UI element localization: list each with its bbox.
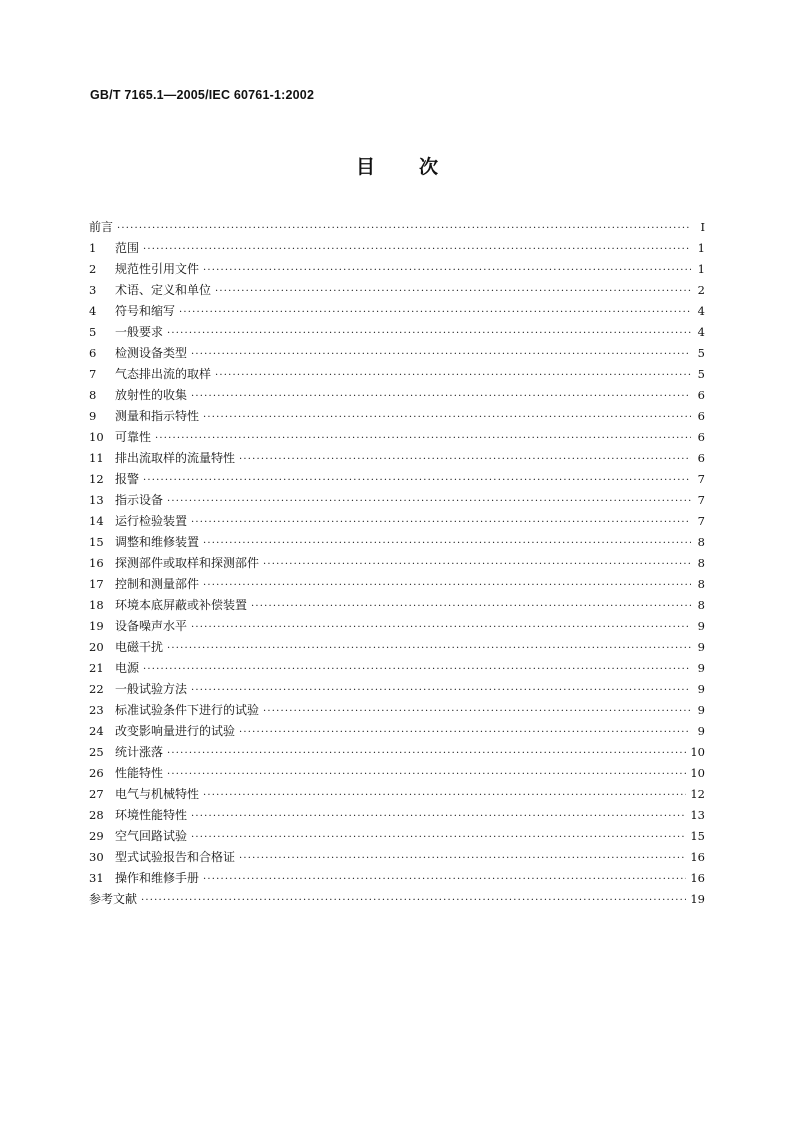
toc-dot-leader (191, 517, 691, 528)
toc-dot-leader (239, 454, 691, 465)
toc-entry-label: 放射性的收集 (115, 388, 188, 402)
toc-dot-leader (143, 244, 691, 255)
toc-entry-page-number: 9 (697, 619, 705, 633)
title-char-2: 次 (419, 156, 439, 178)
toc-dot-leader (117, 223, 691, 234)
toc-entry-number: 2 (89, 262, 97, 276)
toc-entry-label: 前言 (89, 220, 114, 234)
toc-entry-page-number: 6 (697, 430, 705, 444)
toc-entry-number: 20 (89, 640, 104, 654)
toc-entry-label: 范围 (115, 241, 140, 255)
toc-entry[interactable] (89, 701, 705, 722)
toc-dot-leader (191, 391, 691, 402)
toc-entry-page-number: 2 (697, 283, 705, 297)
toc-entry[interactable] (89, 386, 705, 407)
toc-entry-number: 11 (89, 451, 104, 465)
toc-entry-number: 25 (89, 745, 104, 759)
toc-entry-page-number: 6 (697, 388, 705, 402)
toc-entry-number: 5 (89, 325, 97, 339)
toc-entry-label: 测量和指示特性 (115, 409, 200, 423)
toc-entry-label: 环境性能特性 (115, 808, 188, 822)
toc-entry-label: 电磁干扰 (115, 640, 164, 654)
toc-entry-label: 报警 (115, 472, 140, 486)
toc-entry-number: 6 (89, 346, 97, 360)
toc-entry-number: 22 (89, 682, 104, 696)
toc-entry-label: 电源 (115, 661, 140, 675)
toc-entry-label: 检测设备类型 (115, 346, 188, 360)
toc-entry[interactable] (89, 743, 705, 764)
toc-entry[interactable] (89, 449, 705, 470)
toc-dot-leader (239, 853, 686, 864)
toc-entry[interactable] (89, 827, 705, 848)
toc-dot-leader (143, 475, 691, 486)
toc-entry-label: 控制和测量部件 (115, 577, 200, 591)
toc-entry-page-number: 4 (697, 304, 705, 318)
toc-entry-label: 调整和维修装置 (115, 535, 200, 549)
toc-entry-page-number: I (700, 220, 705, 234)
toc-dot-leader (167, 769, 686, 780)
toc-entry-page-number: 9 (697, 682, 705, 696)
toc-entry-page-number: 8 (697, 598, 705, 612)
toc-entry-label: 一般要求 (115, 325, 164, 339)
toc-entry-number: 15 (89, 535, 104, 549)
toc-entry-label: 电气与机械特性 (115, 787, 200, 801)
toc-dot-leader (191, 622, 691, 633)
toc-entry-page-number: 8 (697, 577, 705, 591)
toc-entry-label: 排出流取样的流量特性 (115, 451, 236, 465)
toc-dot-leader (203, 538, 691, 549)
toc-entry-page-number: 8 (697, 535, 705, 549)
toc-entry-page-number: 9 (697, 640, 705, 654)
toc-entry-number: 10 (89, 430, 104, 444)
toc-entry-label: 一般试验方法 (115, 682, 188, 696)
toc-entry[interactable] (89, 365, 705, 386)
toc-entry[interactable] (89, 428, 705, 449)
page-title (0, 152, 794, 179)
toc-dot-leader (215, 370, 691, 381)
toc-dot-leader (167, 328, 691, 339)
toc-dot-leader (215, 286, 691, 297)
toc-entry-number: 19 (89, 619, 104, 633)
toc-entry-number: 30 (89, 850, 104, 864)
toc-dot-leader (203, 412, 691, 423)
toc-entry-label: 运行检验装置 (115, 514, 188, 528)
toc-entry-number: 29 (89, 829, 104, 843)
toc-entry[interactable] (89, 575, 705, 596)
toc-entry[interactable] (89, 533, 705, 554)
toc-entry[interactable] (89, 260, 705, 281)
toc-dot-leader (179, 307, 691, 318)
toc-dot-leader (263, 706, 691, 717)
toc-entry-page-number: 1 (697, 262, 705, 276)
toc-entry-number: 31 (89, 871, 104, 885)
toc-entry-number: 12 (89, 472, 104, 486)
toc-entry-page-number: 8 (697, 556, 705, 570)
toc-dot-leader (263, 559, 691, 570)
toc-dot-leader (203, 790, 686, 801)
toc-entry-number: 7 (89, 367, 97, 381)
toc-entry-number: 4 (89, 304, 97, 318)
toc-dot-leader (203, 265, 691, 276)
toc-entry[interactable] (89, 638, 705, 659)
toc-dot-leader (203, 580, 691, 591)
toc-entry-page-number: 1 (697, 241, 705, 255)
toc-entry-number: 17 (89, 577, 104, 591)
toc-entry[interactable] (89, 659, 705, 680)
toc-entry[interactable] (89, 617, 705, 638)
toc-entry[interactable] (89, 785, 705, 806)
toc-entry-label: 术语、定义和单位 (115, 283, 212, 297)
toc-entry-number: 18 (89, 598, 104, 612)
toc-entry-page-number: 4 (697, 325, 705, 339)
toc-dot-leader (143, 664, 691, 675)
toc-entry-number: 24 (89, 724, 104, 738)
toc-entry[interactable] (89, 323, 705, 344)
toc-entry-page-number: 7 (697, 472, 705, 486)
toc-entry-page-number: 16 (690, 850, 705, 864)
toc-entry-number: 23 (89, 703, 104, 717)
toc-entry-label: 改变影响量进行的试验 (115, 724, 236, 738)
toc-entry-number: 21 (89, 661, 104, 675)
toc-entry-label: 可靠性 (115, 430, 152, 444)
toc-entry-page-number: 9 (697, 724, 705, 738)
toc-entry-page-number: 16 (690, 871, 705, 885)
toc-dot-leader (191, 832, 686, 843)
toc-dot-leader (167, 643, 691, 654)
toc-dot-leader (167, 496, 691, 507)
toc-entry[interactable] (89, 848, 705, 869)
toc-entry-label: 型式试验报告和合格证 (115, 850, 236, 864)
toc-entry-label: 规范性引用文件 (115, 262, 200, 276)
toc-entry-number: 8 (89, 388, 97, 402)
toc-entry-page-number: 9 (697, 661, 705, 675)
toc-entry-label: 探测部件或取样和探测部件 (115, 556, 260, 570)
document-code-header: GB/T 7165.1—2005/IEC 60761-1:2002 (90, 88, 315, 102)
toc-entry[interactable] (89, 491, 705, 512)
toc-entry[interactable] (89, 344, 705, 365)
toc-entry[interactable] (89, 596, 705, 617)
toc-entry-number: 1 (89, 241, 97, 255)
title-char-1: 目 (355, 156, 375, 178)
toc-entry[interactable] (89, 302, 705, 323)
toc-entry[interactable] (89, 890, 705, 911)
toc-dot-leader (239, 727, 691, 738)
toc-entry-label: 标准试验条件下进行的试验 (115, 703, 260, 717)
toc-entry-page-number: 6 (697, 451, 705, 465)
toc-entry[interactable] (89, 722, 705, 743)
toc-entry[interactable] (89, 680, 705, 701)
toc-entry-page-number: 19 (690, 892, 705, 906)
toc-dot-leader (191, 349, 691, 360)
toc-entry-page-number: 13 (690, 808, 705, 822)
toc-entry-label: 环境本底屏蔽或补偿装置 (115, 598, 248, 612)
toc-entry-label: 空气回路试验 (115, 829, 188, 843)
toc-entry[interactable] (89, 470, 705, 491)
toc-entry-page-number: 10 (690, 745, 705, 759)
toc-entry-number: 28 (89, 808, 104, 822)
toc-dot-leader (251, 601, 691, 612)
toc-entry-number: 14 (89, 514, 104, 528)
toc-entry-page-number: 7 (697, 514, 705, 528)
toc-dot-leader (141, 895, 686, 906)
toc-entry-page-number: 6 (697, 409, 705, 423)
table-of-contents (89, 218, 705, 911)
toc-entry-page-number: 9 (697, 703, 705, 717)
toc-entry-page-number: 5 (697, 346, 705, 360)
toc-dot-leader (167, 748, 686, 759)
toc-dot-leader (203, 874, 686, 885)
toc-entry[interactable] (89, 512, 705, 533)
toc-entry-label: 参考文献 (89, 892, 138, 906)
toc-dot-leader (191, 811, 686, 822)
toc-entry-page-number: 10 (690, 766, 705, 780)
toc-entry-number: 13 (89, 493, 104, 507)
toc-entry-label: 统计涨落 (115, 745, 164, 759)
toc-dot-leader (191, 685, 691, 696)
toc-entry-number: 16 (89, 556, 104, 570)
toc-entry-number: 9 (89, 409, 97, 423)
toc-dot-leader (155, 433, 691, 444)
toc-entry-label: 指示设备 (115, 493, 164, 507)
toc-entry-label: 气态排出流的取样 (115, 367, 212, 381)
toc-entry-number: 27 (89, 787, 104, 801)
toc-entry-number: 3 (89, 283, 97, 297)
toc-entry-number: 26 (89, 766, 104, 780)
toc-entry-page-number: 12 (690, 787, 705, 801)
toc-entry-page-number: 15 (690, 829, 705, 843)
toc-entry[interactable] (89, 218, 705, 239)
toc-entry-page-number: 7 (697, 493, 705, 507)
toc-entry-label: 性能特性 (115, 766, 164, 780)
toc-entry[interactable] (89, 869, 705, 890)
toc-entry-label: 符号和缩写 (115, 304, 176, 318)
toc-entry-label: 设备噪声水平 (115, 619, 188, 633)
toc-entry[interactable] (89, 239, 705, 260)
toc-entry[interactable] (89, 554, 705, 575)
toc-entry-page-number: 5 (697, 367, 705, 381)
toc-entry[interactable] (89, 806, 705, 827)
toc-entry[interactable] (89, 281, 705, 302)
toc-entry-label: 操作和维修手册 (115, 871, 200, 885)
toc-entry[interactable] (89, 407, 705, 428)
toc-entry[interactable] (89, 764, 705, 785)
